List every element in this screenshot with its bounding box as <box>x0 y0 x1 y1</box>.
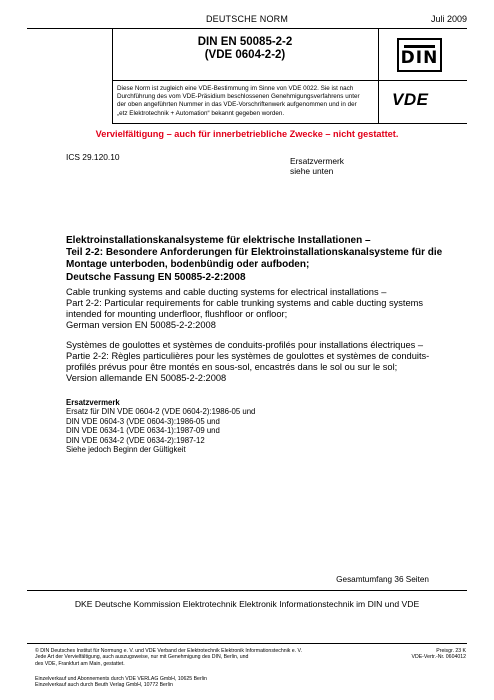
norm-number: DIN EN 50085-2-2 <box>197 36 293 48</box>
info-box-bottom-rule <box>112 123 467 124</box>
copyright-line: des VDE, Frankfurt am Main, gestattet. <box>35 660 125 667</box>
ersatz-note-line: siehe unten <box>290 166 334 176</box>
title-en-line: Cable trunking systems and cable ducting systems for electrical installations – <box>66 287 387 297</box>
copyright-line: Jede Art der Vervielfältigung, auch auszugsweise, nur mit Genehmigung des DIN, Berlin, und <box>35 654 249 661</box>
norm-box-right-border <box>378 28 379 123</box>
ics-code: ICS 29.120.10 <box>66 152 120 162</box>
title-de-line: Elektroinstallationskanalsysteme für elektrische Installationen – <box>66 235 371 246</box>
replacement-line: Siehe jedoch Beginn der Gültigkeit <box>66 445 186 455</box>
title-fr-line: Partie 2-2: Règles particulières pour les systèmes de goulottes et systèmes de conduits- <box>66 351 430 361</box>
price-info <box>393 648 466 661</box>
title-de-line: Montage unterboden, bodenbündig oder aufboden; <box>66 259 310 271</box>
replacement-heading: Ersatzvermerk <box>66 398 120 407</box>
title-de-line: Teil 2-2: Besondere Anforderungen für Elektroinstallationskanalsysteme für die <box>66 247 443 259</box>
copyright-notice <box>35 648 395 667</box>
info-line: Durchführung des vom VDE-Präsidium beschlossenen Genehmigungsverfahrens unter <box>117 93 360 101</box>
title-en-line: intended for mounting underfloor, flushfloor or onfloor; <box>66 309 288 319</box>
title-english <box>66 287 446 331</box>
vde-info-text <box>117 85 377 118</box>
title-en-line: Part 2-2: Particular requirements for cable trunking systems and cable ducting systems <box>66 298 424 308</box>
copyright-line: © DIN Deutsches Institut für Normung e. V. und VDE Verband der Elektrotechnik Elektronik Informationstechnik e. V. <box>35 648 302 654</box>
title-german <box>66 235 446 284</box>
replacement-line: Ersatz für DIN VDE 0604-2 (VDE 0604-2):1986-05 und <box>66 407 256 417</box>
title-de-line: Deutsche Fassung EN 50085-2-2:2008 <box>66 271 246 283</box>
title-fr-line: profilés prévus pour être montés en sous-sol, encastrés dans le sol ou sur le sol; <box>66 362 398 372</box>
ersatz-note <box>290 156 344 176</box>
vde-contract-number: VDE-Vertr.-Nr. 0604012 <box>411 654 466 661</box>
norm-number-box <box>112 32 378 80</box>
dke-top-rule <box>27 590 467 591</box>
price-group: Preisgr. 23 K <box>436 648 466 654</box>
total-pages: Gesamtumfang 36 Seiten <box>336 575 429 584</box>
title-fr-line: Systèmes de goulottes et systèmes de conduits-profilés pour installations électriques – <box>66 340 424 350</box>
title-french <box>66 340 446 384</box>
vde-logo: VDE <box>392 90 429 109</box>
replacement-line: DIN VDE 0634-1 (VDE 0634-1):1987-09 und <box>66 426 220 436</box>
norm-box-divider <box>112 80 467 81</box>
info-line: der oben angeführten Nummer in das VDE-Vorschriftenwerk aufgenommen und in der <box>117 101 357 109</box>
replacement-line: DIN VDE 0634-2 (VDE 0634-2):1987-12 <box>66 435 205 445</box>
title-en-line: German version EN 50085-2-2:2008 <box>66 320 216 330</box>
vde-number: (VDE 0604-2-2) <box>204 49 286 61</box>
sales-line: Einzelverkauf und Abonnements durch VDE VERLAG GmbH, 10625 Berlin <box>35 676 207 682</box>
din-logo <box>397 38 442 72</box>
replacement-line: DIN VDE 0604-3 (VDE 0604-3):1986-05 und <box>66 416 220 426</box>
sales-line: Einzelverkauf auch durch Beuth Verlag GmbH, 10772 Berlin <box>35 682 173 689</box>
replacement-notice <box>66 398 446 454</box>
publication-date: Juli 2009 <box>430 14 467 24</box>
info-line: Diese Norm ist zugleich eine VDE-Bestimmung im Sinne von VDE 0022. Sie ist nach <box>117 85 354 92</box>
title-fr-line: Version allemande EN 50085-2-2:2008 <box>66 373 227 383</box>
norm-type-label: DEUTSCHE NORM <box>205 14 289 24</box>
info-line: „etz Elektrotechnik + Automation“ bekannt gegeben worden. <box>117 109 285 117</box>
header-rule <box>27 28 467 29</box>
footer-rule <box>27 643 467 644</box>
reproduction-notice: Vervielfältigung – auch für innerbetriebliche Zwecke – nicht gestattet. <box>95 129 399 139</box>
ersatz-note-line: Ersatzvermerk <box>290 156 344 166</box>
sales-info <box>35 676 395 689</box>
dke-line: DKE Deutsche Kommission Elektrotechnik Elektronik Informationstechnik im DIN und VDE <box>74 599 420 609</box>
din-logo-text: DIN <box>400 48 439 68</box>
